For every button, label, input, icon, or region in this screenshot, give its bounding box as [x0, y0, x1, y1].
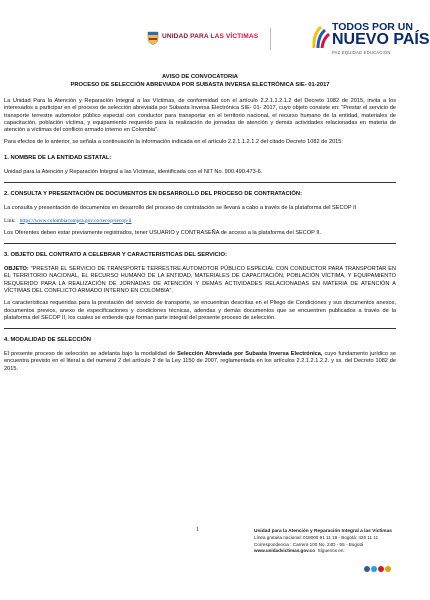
section-3-text: La características requeridas para la prestación del servicio de transporte, se encuentran descritas en el Pliego de Condiciones y sus documentos anexos, documentos previos, anexo de especificaciones y condiciones técnicas, adendas y demás documentos que se encuentren publicados a través de la plataforma del SECOP II, los cuales se entiende que forman parte integral del presente proceso de selección. [4, 300, 396, 321]
footer-web-line [254, 548, 400, 554]
section-divider [4, 182, 396, 183]
section-2-heading: 2. CONSULTA Y PRESENTACIÓN DE DOCUMENTOS EN DESARROLLO DEL PROCESO DE CONTRATACIÓN: [4, 190, 303, 197]
twitter-icon[interactable] [371, 566, 377, 572]
page-footer [254, 529, 400, 555]
section-1-heading: 1. NOMBRE DE LA ENTIDAD ESTATAL: [4, 154, 112, 161]
document-subtitle: PROCESO DE SELECCIÓN ABREVIADA POR SUBASTA INVERSA ELECTRÓNICA SIE- 01-2017 [70, 81, 330, 88]
footer-follow: Síguenos en: [317, 548, 345, 554]
flickr-icon[interactable] [385, 566, 391, 572]
footer-website[interactable]: www.unidadvictimas.gov.co [254, 548, 316, 554]
facebook-icon[interactable] [364, 566, 370, 572]
todos-por-un-nuevo-pais-mark-icon [311, 24, 331, 50]
section-3-heading: 3. OBJETO DEL CONTRATO A CELEBRAR Y CARACTERISTICAS DEL SERVICIO: [4, 251, 227, 258]
logo-divider [270, 28, 271, 50]
section-3-objeto [4, 266, 396, 295]
logo-slogan: PAZ EQUIDAD EDUCACIÓN [332, 50, 391, 55]
intro-paragraph-2: Para efectos de lo anterior, se señala a continuación la información indicada en el artículo 2.2.1.1.2.1.2 del citado Decreto 1082 de 2015: [4, 139, 343, 146]
section-2-text: La consulta y presentación de documentos en desarrollo del proceso de contratación se llevará a cabo a través de la plataforma del SECOP II [4, 205, 357, 212]
footer-address: Correspondencia : Carrera 100 No. 24D - 55 - Bogotá [254, 541, 364, 547]
secop-link-line [4, 218, 396, 225]
secop-link[interactable]: https://www.colombiacompra.gov.co/secop/secop-ii [19, 217, 132, 224]
objeto-label: OBJETO: [4, 266, 29, 273]
section-4-text: El presente proceso de selección se adelanta bajo la modalidad de Selección Abreviada por Subasta Inversa Electrónica, cuyo fundamento jurídico se encuentra previsto en el literal a del numeral 2 del artículo 2 de la Ley 1150 de 2007, reglamentada en los artículos 2.2.1.2.1.2.2. y ss. del Decreto 1082 de 2015. [4, 351, 396, 372]
section-4-heading: 4. MODALIDAD DE SELECCIÓN [4, 336, 91, 343]
page-number: 1 [196, 527, 199, 533]
youtube-icon[interactable] [378, 566, 384, 572]
social-icons [364, 560, 392, 578]
nuevo-pais-logo-text: NUEVO PAÍS [332, 31, 430, 48]
footer-org: Unidad para la Atención y Reparación Integral a las Víctimas [254, 529, 392, 534]
document-title: AVISO DE CONVOCATORIA [161, 74, 238, 80]
intro-paragraph: La Unidad Para la Atención y Reparación Integral a las Víctimas, de conformidad con el artículo 2.2.1.1.2.1.2 del Decreto 1082 de 2015, invita a los interesados a participar en el proceso de selección abreviada por Subasta Inversa Electrónica SIE- 01- 2017, cuyo objeto consiste en: "Prestar el servicio de transporte terrestre automotor público especial con conductor para transportar en el territorio nacional, el recurso humano de la entidad, materiales de capacitación, población víctima, y equipamiento requerido para la realización de jornadas de atención y demás actividades relacionadas en materia de atención a víctimas del conflicto armado interno en Colombia". [4, 98, 396, 134]
colombia-coat-of-arms-icon [147, 30, 159, 45]
section-2-text-2: Los Oferentes deben estar previamente registrados, tener USUARIO y CONTRASEÑA de acceso a la plataforma del SECOP II. [4, 229, 322, 236]
section-divider [4, 328, 396, 329]
section-1-text: Unidad para la Atención y Reparación Integral a las Víctimas, identificada con el NIT No. 900.490.473-6. [4, 169, 263, 176]
objeto-text: "PRESTAR EL SERVICIO DE TRANSPORTE TERRESTRE AUTOMOTOR PÚBLICO ESPECIAL CON CONDUCTOR PARA TRANSPORTAR EN EL TERRITORIO NACIONAL, EL RECURSO HUMANO DE LA ENTIDAD, MATERIALES DE CAPACITACIÓN, POBLACIÓN VÍCTIMA, Y EQUIPAMIENTO REQUERIDO PARA LA REALIZACIÓN DE JORNADAS DE ATENCIÓN Y DEMÁS ACTIVIDADES RELACIONADAS EN MATERIA DE ATENCIÓN A VÍCTIMAS DEL CONFLICTO ARMADO INTERNO EN COLOMBIA". [4, 266, 396, 294]
document-body [4, 74, 396, 378]
link-label: Link: [4, 217, 16, 224]
unidad-victimas-logo: UNIDAD PARA LAS VÍCTIMAS [162, 33, 259, 40]
footer-phone: Línea gratuita nacional: 018000 91 11 19 - Bogotá: 426 11 11 [254, 535, 379, 541]
todos-por-un-logo-text: TODOS POR UN [332, 21, 413, 33]
letterhead [0, 0, 430, 62]
section-divider [4, 243, 396, 244]
